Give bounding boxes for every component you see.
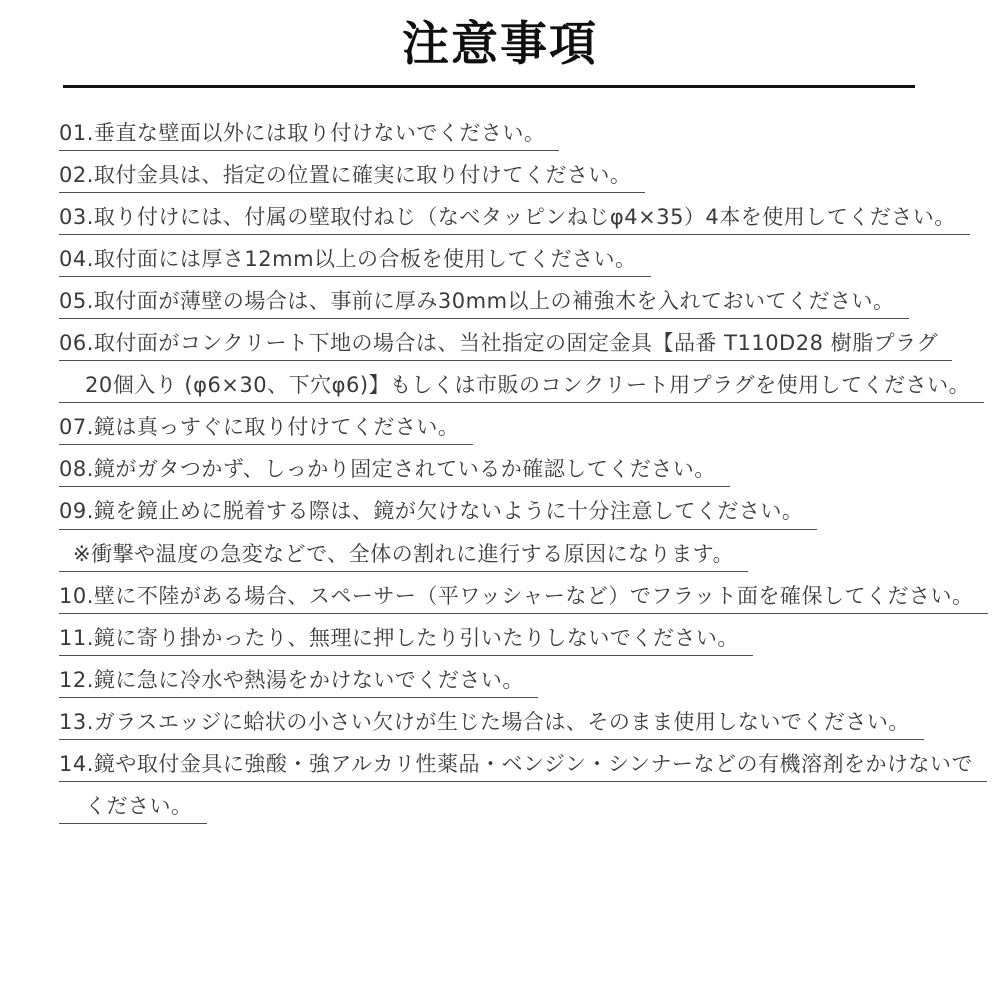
precaution-item-10: [59, 585, 1000, 614]
precaution-text: 06.取付面がコンクリート下地の場合は、当社指定の固定金具【品番 T110D28 樹脂プラグ: [59, 332, 952, 361]
precaution-item-08: [59, 458, 1000, 487]
precaution-text: 05.取付面が薄壁の場合は、事前に厚み30mm以上の補強木を入れておいてください。: [59, 290, 909, 319]
precaution-text: 03.取り付けには、付属の壁取付ねじ（なべタッピンねじφ4×35）4本を使用してください。: [59, 206, 970, 235]
precaution-text: 04.取付面には厚さ12mm以上の合板を使用してください。: [59, 248, 651, 277]
precaution-text: ください。: [59, 795, 207, 824]
precautions-list: [59, 122, 1000, 824]
precaution-item-14-continuation: [59, 795, 1000, 824]
precaution-text: 13.ガラスエッジに蛤状の小さい欠けが生じた場合は、そのまま使用しないでください。: [59, 711, 924, 740]
precaution-item-05: [59, 290, 1000, 319]
precaution-text: 10.壁に不陸がある場合、スペーサー（平ワッシャーなど）でフラット面を確保してください。: [59, 585, 988, 614]
precaution-text: ※衝撃や温度の急変などで、全体の割れに進行する原因になります。: [59, 543, 748, 572]
precaution-item-09: [59, 500, 1000, 529]
precaution-text: 08.鏡がガタつかず、しっかり固定されているか確認してください。: [59, 458, 730, 487]
precaution-item-01: [59, 122, 1000, 151]
title-divider: [63, 85, 915, 88]
precaution-item-06: [59, 332, 1000, 361]
precaution-text: 07.鏡は真っすぐに取り付けてください。: [59, 416, 473, 445]
page-title: 注意事項: [402, 17, 598, 72]
precaution-text: 02.取付金具は、指定の位置に確実に取り付けてください。: [59, 164, 645, 193]
precaution-text: 09.鏡を鏡止めに脱着する際は、鏡が欠けないように十分注意してください。: [59, 500, 817, 529]
precaution-item-02: [59, 164, 1000, 193]
precaution-text: 20個入り (φ6×30、下穴φ6)】もしくは市販のコンクリート用プラグを使用してください。: [59, 374, 984, 403]
precaution-item-04: [59, 248, 1000, 277]
precaution-item-14: [59, 753, 1000, 782]
precaution-item-07: [59, 416, 1000, 445]
precaution-item-13: [59, 711, 1000, 740]
precaution-text: 14.鏡や取付金具に強酸・強アルカリ性薬品・ベンジン・シンナーなどの有機溶剤をかけないで: [59, 753, 987, 782]
precaution-text: 01.垂直な壁面以外には取り付けないでください。: [59, 122, 559, 151]
precaution-text: 11.鏡に寄り掛かったり、無理に押したり引いたりしないでください。: [59, 627, 753, 656]
precaution-item-09-note: [59, 543, 1000, 572]
precaution-item-11: [59, 627, 1000, 656]
precaution-item-12: [59, 669, 1000, 698]
precaution-item-06-continuation: [59, 374, 1000, 403]
precaution-item-03: [59, 206, 1000, 235]
precaution-text: 12.鏡に急に冷水や熱湯をかけないでください。: [59, 669, 538, 698]
